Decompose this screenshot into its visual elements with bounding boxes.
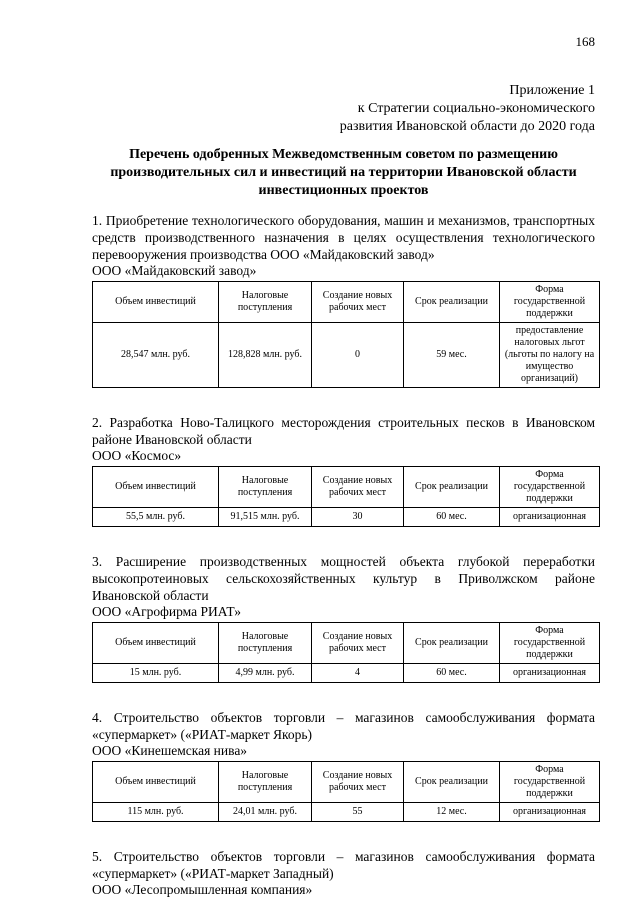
header-tax: Налоговые поступления	[219, 762, 312, 803]
project-4	[92, 709, 595, 822]
header-tax: Налоговые поступления	[219, 282, 312, 323]
project-table	[92, 622, 600, 683]
table-header-row	[93, 467, 600, 508]
cell-investment: 28,547 млн. руб.	[93, 323, 219, 388]
project-5	[92, 848, 595, 898]
appendix-line-2: к Стратегии социально-экономического	[357, 101, 595, 116]
company-name: ООО «Агрофирма РИАТ»	[92, 604, 241, 619]
company-name: ООО «Лесопромышленная компания»	[92, 882, 313, 897]
header-term: Срок реализации	[404, 623, 500, 664]
cell-jobs: 55	[312, 803, 404, 822]
company-name: ООО «Майдаковский завод»	[92, 263, 257, 278]
header-investment: Объем инвестиций	[93, 282, 219, 323]
header-jobs: Создание новых рабочих мест	[312, 467, 404, 508]
cell-jobs: 0	[312, 323, 404, 388]
project-description: 3. Расширение производственных мощностей объекта глубокой переработки высокопротеиновых сельскохозяйственных культур в Приволжском районе Ивановской области	[92, 554, 595, 603]
header-support: Форма государственной поддержки	[500, 623, 600, 664]
header-jobs: Создание новых рабочих мест	[312, 762, 404, 803]
appendix-line-3: развития Ивановской области до 2020 года	[339, 119, 595, 134]
project-list	[92, 212, 595, 924]
project-1	[92, 212, 595, 388]
table-header-row	[93, 282, 600, 323]
project-table	[92, 761, 600, 822]
cell-tax: 4,99 млн. руб.	[219, 664, 312, 683]
cell-term: 60 мес.	[404, 508, 500, 527]
page-number: 168	[575, 34, 595, 49]
table-row	[93, 508, 600, 527]
header-investment: Объем инвестиций	[93, 623, 219, 664]
project-description: 1. Приобретение технологического оборудования, машин и механизмов, транспортных средств производственного назначения в целях осуществления технологического перевооружения производства ООО «Майдаковский завод»	[92, 213, 595, 262]
cell-support: организационная	[500, 508, 600, 527]
project-description: 4. Строительство объектов торговли – магазинов самообслуживания формата «супермаркет» («РИАТ-маркет Якорь)	[92, 710, 595, 742]
header-term: Срок реализации	[404, 282, 500, 323]
cell-term: 59 мес.	[404, 323, 500, 388]
cell-investment: 15 млн. руб.	[93, 664, 219, 683]
cell-support: предоставление налоговых льгот (льготы по налогу на имущество организаций)	[500, 323, 600, 388]
header-investment: Объем инвестиций	[93, 467, 219, 508]
project-3	[92, 553, 595, 683]
header-jobs: Создание новых рабочих мест	[312, 282, 404, 323]
project-description: 2. Разработка Ново-Талицкого месторождения строительных песков в Ивановском районе Ивановской области	[92, 415, 595, 447]
project-2	[92, 414, 595, 527]
cell-investment: 55,5 млн. руб.	[93, 508, 219, 527]
company-name: ООО «Космос»	[92, 448, 182, 463]
cell-tax: 24,01 млн. руб.	[219, 803, 312, 822]
project-table	[92, 466, 600, 527]
project-table	[92, 281, 600, 388]
header-support: Форма государственной поддержки	[500, 762, 600, 803]
cell-jobs: 4	[312, 664, 404, 683]
cell-tax: 91,515 млн. руб.	[219, 508, 312, 527]
header-support: Форма государственной поддержки	[500, 467, 600, 508]
table-row	[93, 803, 600, 822]
cell-term: 60 мес.	[404, 664, 500, 683]
cell-support: организационная	[500, 803, 600, 822]
appendix-line-1: Приложение 1	[509, 83, 595, 98]
header-tax: Налоговые поступления	[219, 623, 312, 664]
project-description: 5. Строительство объектов торговли – магазинов самообслуживания формата «супермаркет» («РИАТ-маркет Западный)	[92, 849, 595, 881]
table-header-row	[93, 623, 600, 664]
table-header-row	[93, 762, 600, 803]
document-title: Перечень одобренных Межведомственным советом по размещению производительных сил и инвестиций на территории Ивановской области инвестиционных проектов	[110, 147, 577, 198]
header-term: Срок реализации	[404, 762, 500, 803]
cell-investment: 115 млн. руб.	[93, 803, 219, 822]
cell-jobs: 30	[312, 508, 404, 527]
table-row	[93, 664, 600, 683]
header-term: Срок реализации	[404, 467, 500, 508]
cell-term: 12 мес.	[404, 803, 500, 822]
company-name: ООО «Кинешемская нива»	[92, 743, 248, 758]
cell-tax: 128,828 млн. руб.	[219, 323, 312, 388]
header-investment: Объем инвестиций	[93, 762, 219, 803]
cell-support: организационная	[500, 664, 600, 683]
table-row	[93, 323, 600, 388]
header-tax: Налоговые поступления	[219, 467, 312, 508]
header-support: Форма государственной поддержки	[500, 282, 600, 323]
appendix-note	[340, 82, 595, 136]
header-jobs: Создание новых рабочих мест	[312, 623, 404, 664]
